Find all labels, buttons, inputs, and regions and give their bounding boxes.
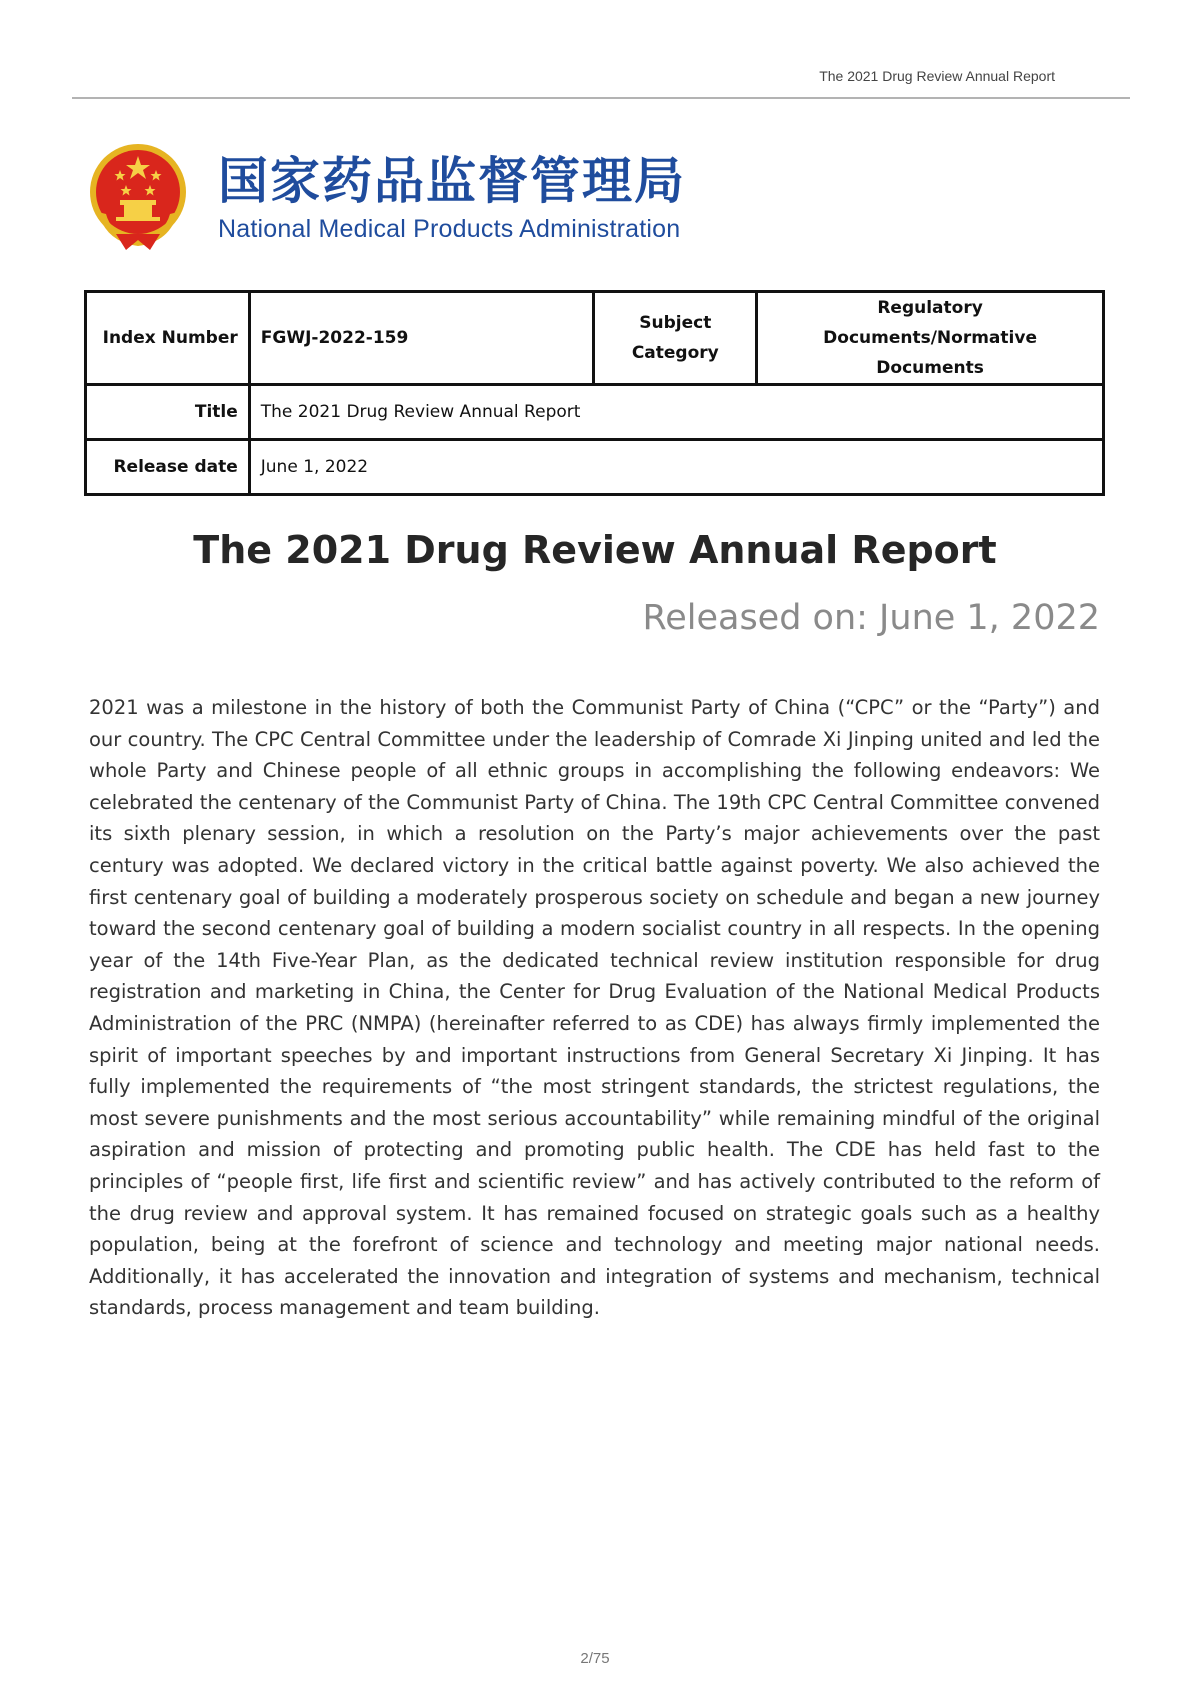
- agency-name-chinese: 国家药品监督管理局: [218, 151, 686, 210]
- document-title: The 2021 Drug Review Annual Report: [193, 528, 997, 572]
- running-header: The 2021 Drug Review Annual Report: [819, 68, 1055, 84]
- metadata-row-release-date: [86, 440, 1104, 495]
- subject-category-label: Subject Category: [594, 292, 757, 385]
- national-emblem-icon: [86, 142, 190, 252]
- page-number: 2/75: [580, 1650, 610, 1667]
- body-paragraph: 2021 was a milestone in the history of both the Communist Party of China (“CPC” or the “Party”) and our country. The CPC Central Committee under the leadership of Comrade Xi Jinping united and led the whole Party and Chinese people of all ethnic groups in accomplishing the following endeavors: We celebrated the centenary of the Communist Party of China. The 19th CPC Central Committee convened its sixth plenary session, in which a resolution on the Party’s major achievements over the past century was adopted. We declared victory in the critical battle against poverty. We also achieved the first centenary goal of building a moderately prosperous society on schedule and began a new journey toward the second centenary goal of building a modern socialist country in all respects. In the opening year of the 14th Five-Year Plan, as the dedicated technical review institution responsible for drug registration and marketing in China, the Center for Drug Evaluation of the National Medical Products Administration of the PRC (NMPA) (hereinafter referred to as CDE) has always firmly implemented the spirit of important speeches by and important instructions from General Secretary Xi Jinping. It has fully implemented the requirements of “the most stringent standards, the strictest regulations, the most severe punishments and the most serious accountability” while remaining mindful of the original aspiration and mission of protecting and promoting public health. The CDE has held fast to the principles of “people first, life first and scientific review” and has actively contributed to the reform of the drug review and approval system. It has remained focused on strategic goals such as a healthy population, being at the forefront of science and technology and meeting major national needs. Additionally, it has accelerated the innovation and integration of systems and mechanism, technical standards, process management and team building.: [89, 696, 1100, 1320]
- logo-text: [218, 151, 686, 244]
- release-date-value: June 1, 2022: [249, 440, 1103, 495]
- title-label: Title: [86, 385, 250, 440]
- header-rule: [72, 97, 1130, 99]
- index-number-value: FGWJ-2022-159: [249, 292, 594, 385]
- agency-logo: [86, 142, 686, 252]
- metadata-row-index: [86, 292, 1104, 385]
- document-metadata-table: [84, 290, 1105, 496]
- metadata-row-title: [86, 385, 1104, 440]
- subject-category-value: Regulatory Documents/Normative Documents: [757, 292, 1104, 385]
- released-on: Released on: June 1, 2022: [642, 598, 1100, 638]
- release-date-label: Release date: [86, 440, 250, 495]
- index-number-label: Index Number: [86, 292, 250, 385]
- agency-name-english: National Medical Products Administration: [218, 214, 681, 243]
- title-value: The 2021 Drug Review Annual Report: [249, 385, 1103, 440]
